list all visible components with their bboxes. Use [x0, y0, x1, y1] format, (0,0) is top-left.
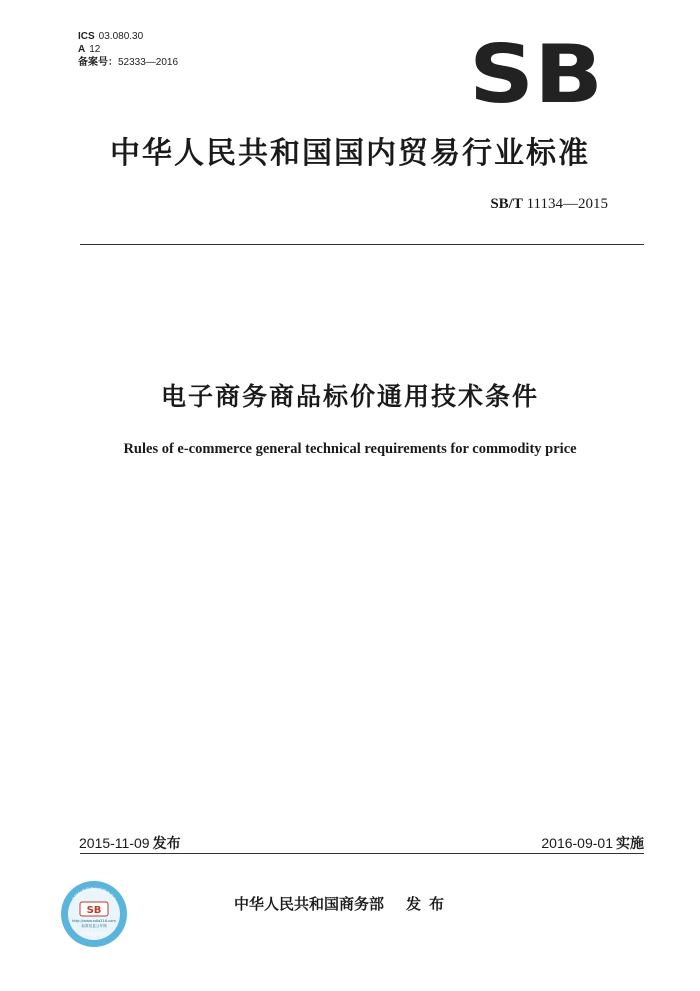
implementation-label: 实施 [616, 836, 644, 852]
implementation-date-block [541, 833, 644, 853]
footer-divider [80, 853, 644, 854]
document-title-english: Rules of e-commerce general technical requirements for commodity price [123, 441, 577, 457]
standard-prefix: SB/T [490, 196, 523, 212]
anti-counterfeit-seal [60, 880, 128, 948]
seal-top-text: 全国标准信息公共服务平台 [70, 885, 118, 902]
record-label: 备案号： [78, 57, 118, 68]
document-title-chinese: 电子商务商品标价通用技术条件 [160, 382, 539, 411]
standard-organization-title: 中华人民共和国国内贸易行业标准 [110, 136, 590, 171]
classification-block [78, 30, 178, 69]
seal-url: http://www.sdia216.com [72, 919, 116, 923]
issue-date: 2015-11-09 [79, 835, 150, 851]
standard-code: 11134—2015 [526, 196, 608, 212]
publisher-line [234, 893, 452, 914]
issue-label: 发布 [152, 836, 181, 852]
record-row [78, 56, 178, 69]
class-value: 12 [89, 44, 101, 55]
sb-logo-text: SB [469, 40, 603, 106]
seal-bottom-text: 防伪查 真查伪 [81, 931, 107, 936]
publisher-action: 发布 [406, 895, 453, 913]
record-value: 52333—2016 [118, 57, 179, 68]
ics-value: 03.080.30 [98, 31, 144, 42]
class-row [78, 43, 178, 56]
ics-row [78, 30, 178, 43]
seal-line1: 标准信息公开网 [81, 924, 107, 928]
class-label: A [78, 44, 86, 55]
standard-number [490, 196, 608, 213]
seal-emblem-text: SB [86, 905, 102, 916]
ics-label: ICS [78, 31, 95, 42]
implementation-date: 2016-09-01 [541, 835, 613, 851]
sb-logo [468, 40, 604, 106]
issue-date-block [79, 833, 181, 853]
header-divider [80, 244, 644, 245]
publisher-name: 中华人民共和国商务部 [234, 895, 385, 913]
